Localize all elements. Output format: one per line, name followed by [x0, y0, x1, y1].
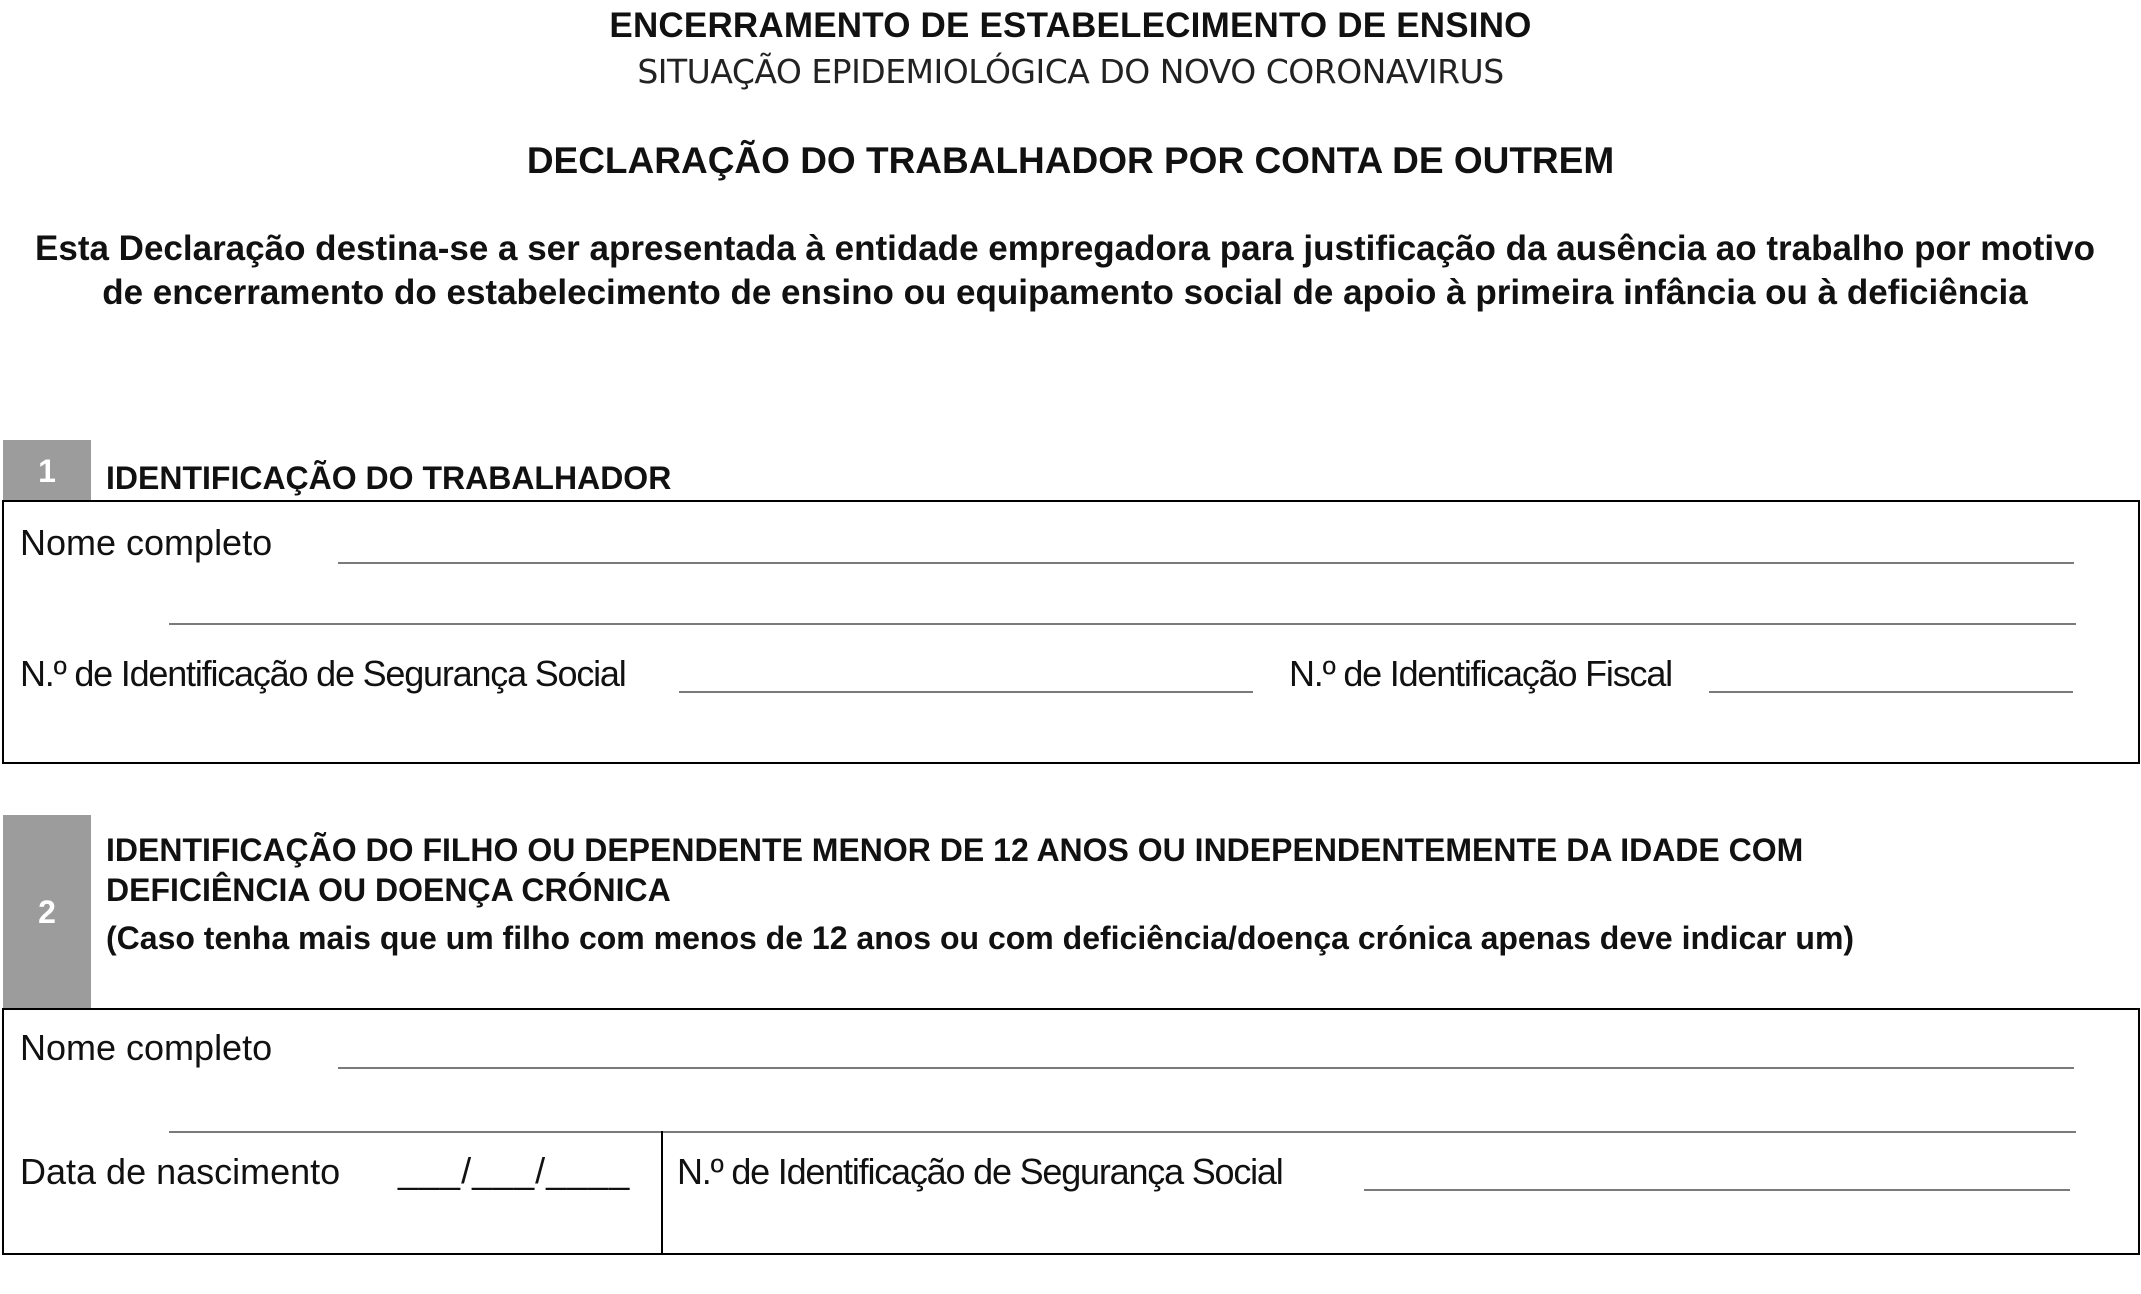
section-2-title: IDENTIFICAÇÃO DO FILHO OU DEPENDENTE MENOR DE 12 ANOS OU INDEPENDENTEMENTE DA IDADE COM DEFICIÊNCIA OU DOENÇA CRÓNICA — [106, 832, 1804, 908]
worker-nif-field[interactable] — [1709, 691, 2073, 693]
birth-date-field[interactable]: ___/___/____ — [398, 1150, 631, 1191]
worker-nif-label: N.º de Identificação Fiscal — [1289, 653, 1672, 694]
form-subtitle: SITUAÇÃO EPIDEMIOLÓGICA DO NOVO CORONAVIRUS — [637, 52, 1504, 91]
section-1-box — [2, 500, 2140, 764]
birth-date-label: Data de nascimento — [20, 1151, 341, 1192]
worker-name-field[interactable] — [338, 562, 2074, 564]
child-niss-field[interactable] — [1364, 1189, 2070, 1191]
worker-niss-field[interactable] — [679, 691, 1253, 693]
section-2-box — [2, 1008, 2140, 1255]
intro-paragraph: Esta Declaração destina-se a ser apresentada à entidade empregadora para justificação da ausência ao trabalho por motivo de encerramento do estabelecimento de ensino ou equipamento social de apoio à primeira infância ou à deficiência — [35, 229, 2095, 312]
child-name-field-continued[interactable] — [169, 1131, 2076, 1133]
worker-name-field-continued[interactable] — [169, 623, 2076, 625]
section-1-number: 1 — [3, 440, 91, 502]
declaration-title: DECLARAÇÃO DO TRABALHADOR POR CONTA DE OUTREM — [526, 140, 1615, 181]
form-title: ENCERRAMENTO DE ESTABELECIMENTO DE ENSINO — [609, 6, 1532, 45]
row-divider — [661, 1131, 663, 1255]
child-name-field[interactable] — [338, 1067, 2074, 1069]
worker-name-label: Nome completo — [20, 522, 273, 563]
section-1-title: IDENTIFICAÇÃO DO TRABALHADOR — [106, 460, 672, 496]
section-2-note: (Caso tenha mais que um filho com menos de 12 anos ou com deficiência/doença crónica apenas deve indicar um) — [106, 920, 1855, 956]
child-niss-label: N.º de Identificação de Segurança Social — [677, 1151, 1283, 1192]
worker-niss-label: N.º de Identificação de Segurança Social — [20, 653, 626, 694]
section-2-number: 2 — [3, 815, 91, 1009]
child-name-label: Nome completo — [20, 1027, 273, 1068]
